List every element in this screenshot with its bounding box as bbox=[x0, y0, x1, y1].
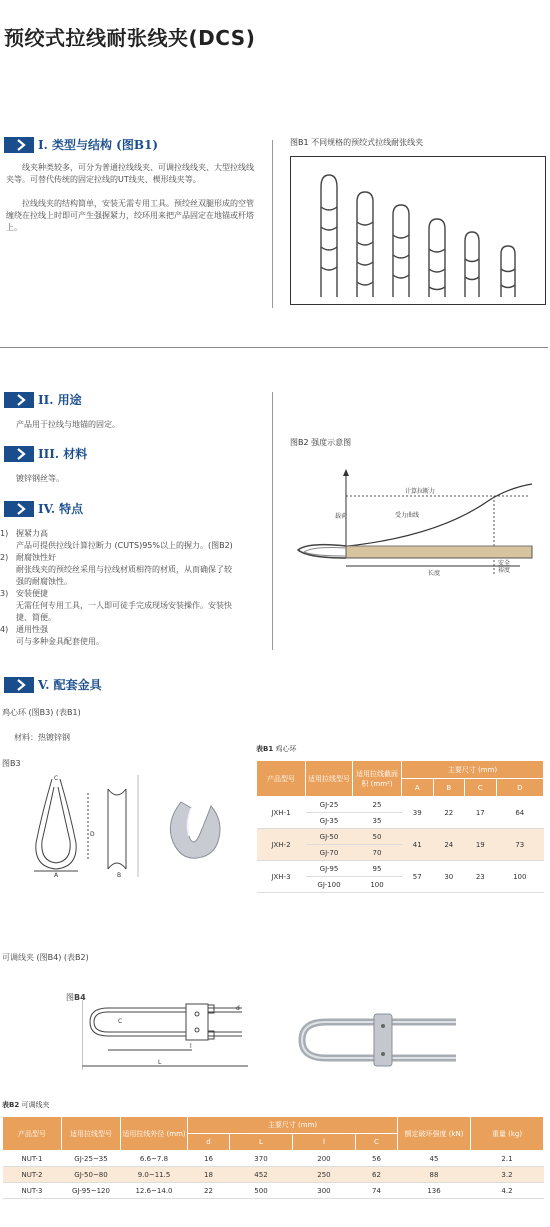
figure-b2-caption: 图B2 强度示意图 bbox=[290, 438, 352, 447]
table-header: D bbox=[496, 779, 543, 797]
figure-b4-drawing bbox=[82, 1000, 252, 1070]
table-header: C bbox=[355, 1134, 397, 1151]
clamp-subheading: 可调线夹 (图B4) (表B2) bbox=[2, 953, 89, 962]
list-item: 捷、简便。 bbox=[16, 613, 56, 622]
table-header: 主要尺寸 (mm) bbox=[402, 761, 544, 779]
table-header: L bbox=[229, 1134, 292, 1151]
chevron-right-icon bbox=[4, 137, 34, 153]
section-1-para-2: 拉线线夹的结构简单，安装无需专用工具。预绞丝双腿形成的空管缠绕在拉线上时即可产生强握紧力，绞环用来把产品固定在地锚或杆塔上。 bbox=[6, 199, 254, 232]
figure-b1-caption: 图B1 不同规格的预绞式拉线耐张线夹 bbox=[290, 138, 424, 147]
table-row: JXH-2 GJ-50 50 41 24 19 73 bbox=[257, 829, 544, 845]
list-item: 强的耐腐蚀性。 bbox=[16, 577, 72, 586]
list-item: 2) 耐腐蚀性好 bbox=[0, 553, 56, 562]
list-item: 4) 通用性强 bbox=[0, 625, 48, 634]
list-item: 可与多种金具配套使用。 bbox=[16, 637, 104, 646]
section-5-heading: V. 配套金具 bbox=[4, 676, 102, 693]
section-3-text: 镀锌钢丝等。 bbox=[16, 474, 64, 483]
table-header: C bbox=[465, 779, 497, 797]
list-item: 产品可提供拉线计算拉断力 (CUTS)95%以上的握力。(图B2) bbox=[16, 541, 233, 550]
dim-label-a: A bbox=[54, 872, 59, 879]
section-4-heading: IV. 特点 bbox=[4, 500, 83, 517]
table-header: A bbox=[402, 779, 434, 797]
dim-label-d-small: d bbox=[236, 1005, 240, 1012]
table-header: 适用拉线型号 bbox=[306, 761, 353, 797]
table-header: 产品型号 bbox=[3, 1117, 62, 1151]
table-row: JXH-1 GJ-25 25 39 22 17 64 bbox=[257, 797, 544, 813]
figure-b1-image bbox=[290, 156, 546, 305]
label-safety-margin: 安全 裕度 bbox=[498, 560, 511, 574]
table-header: 产品型号 bbox=[257, 761, 306, 797]
divider-vertical bbox=[272, 392, 273, 650]
chevron-right-icon bbox=[4, 392, 34, 408]
table-row: NUT-1 GJ-25~35 6.6~7.8 16 370 200 56 45 2.1 bbox=[3, 1151, 544, 1167]
table-header: 主要尺寸 (mm) bbox=[188, 1117, 398, 1134]
dim-label-c: C bbox=[54, 775, 59, 782]
list-item: 无需任何专用工具，一人即可徒手完成现场安装操作。安装快 bbox=[16, 601, 232, 610]
table-row: NUT-2 GJ-50~80 9.0~11.5 18 452 250 62 88 3.2 bbox=[3, 1167, 544, 1183]
chevron-right-icon bbox=[4, 501, 34, 517]
chevron-right-icon bbox=[4, 677, 34, 693]
label-cuts: 计算拉断力 bbox=[405, 488, 436, 495]
section-2-heading: II. 用途 bbox=[4, 391, 82, 408]
section-divider bbox=[0, 347, 548, 348]
thimble-photo bbox=[163, 796, 233, 866]
table-header: d bbox=[188, 1134, 230, 1151]
thimble-material: 材料：热镀锌钢 bbox=[14, 733, 70, 742]
chevron-right-icon bbox=[4, 446, 34, 462]
table-header: 适用拉线型号 bbox=[62, 1117, 121, 1151]
table-b1: 产品型号 适用拉线型号 适用拉线截面积 (mm²) 主要尺寸 (mm) A B C D JXH-1 GJ-25 25 39 22 17 64 GJ-35 35 JXH-2 GJ-50 50 41 24 19 73 GJ-70 70 JXH-3 GJ-95 95 57 30 23 100 GJ-100 100 bbox=[256, 760, 544, 893]
features-list bbox=[0, 528, 262, 648]
table-header: l bbox=[292, 1134, 355, 1151]
label-load: 载荷 bbox=[335, 513, 348, 520]
table-row: NUT-3 GJ-95~120 12.6~14.0 22 500 300 74 136 4.2 bbox=[3, 1183, 544, 1199]
thimble-subheading: 鸡心环 (图B3) (表B1) bbox=[2, 708, 81, 717]
section-1-heading: I. 类型与结构 (图B1) bbox=[4, 136, 158, 153]
table-b2-caption: 表B2 可调线夹 bbox=[2, 1101, 50, 1109]
dim-label-c-clamp: C bbox=[118, 1018, 123, 1025]
table-header: 重量 (kg) bbox=[471, 1117, 544, 1151]
table-header: 适用拉线截面积 (mm²) bbox=[353, 761, 402, 797]
table-row: JXH-3 GJ-95 95 57 30 23 100 bbox=[257, 861, 544, 877]
table-header: 适用拉线外径 (mm) bbox=[121, 1117, 188, 1151]
table-b1-caption: 表B1 鸡心环 bbox=[256, 745, 297, 753]
dim-label-d: D bbox=[90, 831, 95, 838]
label-length: 长度 bbox=[428, 570, 441, 577]
section-2-text: 产品用于拉线与地锚的固定。 bbox=[16, 420, 120, 429]
page-title: 预绞式拉线耐张线夹(DCS) bbox=[4, 26, 256, 50]
dim-label-b: B bbox=[117, 872, 122, 879]
table-header: B bbox=[433, 779, 465, 797]
dim-label-l: l bbox=[190, 1043, 192, 1050]
list-item: 1) 握紧力高 bbox=[0, 529, 48, 538]
table-b2 bbox=[2, 1116, 544, 1199]
list-item: 耐张线夹的预绞丝采用与拉线材质相符的材质，从而确保了较 bbox=[16, 565, 232, 574]
figure-b4-caption: 图B4 bbox=[66, 993, 86, 1002]
divider-vertical bbox=[272, 140, 273, 308]
dim-label-big-l: L bbox=[158, 1059, 162, 1066]
section-1-para-1: 线夹种类较多，可分为普通拉线线夹、可调拉线线夹、大型拉线线夹等。可替代传统的固定拉线的UT线夹、楔形线夹等。 bbox=[6, 163, 254, 184]
section-3-heading: III. 材料 bbox=[4, 445, 87, 462]
figure-b3-caption: 图B3 bbox=[2, 759, 21, 768]
list-item: 3) 安装便捷 bbox=[0, 589, 48, 598]
label-curve: 受力曲线 bbox=[395, 512, 420, 519]
table-header: 额定破坏强度 (kN) bbox=[398, 1117, 471, 1151]
clamp-photo bbox=[296, 1010, 466, 1070]
